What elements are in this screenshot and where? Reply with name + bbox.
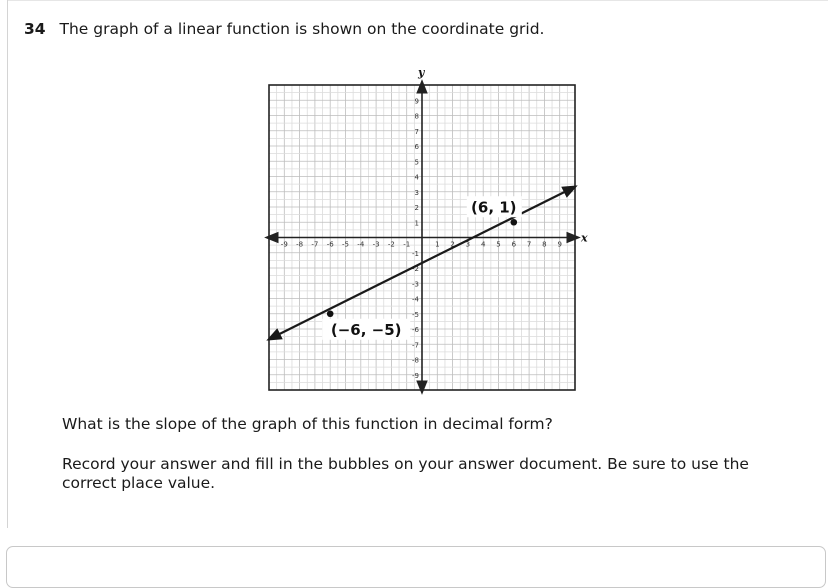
data-point [511, 219, 518, 226]
y-tick-label: -9 [412, 371, 419, 380]
x-tick-label: 3 [465, 240, 471, 249]
y-tick-label: 1 [414, 219, 419, 228]
question-stem: The graph of a linear function is shown on the coordinate grid. [59, 20, 545, 38]
x-tick-label: -6 [326, 240, 334, 249]
x-tick-label: 7 [526, 240, 532, 249]
y-tick-label: -7 [412, 341, 419, 350]
x-tick-label: -9 [280, 240, 288, 249]
y-tick-label: -6 [412, 326, 419, 334]
x-tick-label: -2 [387, 240, 395, 249]
y-tick-label: 6 [414, 143, 419, 151]
y-tick-label: 5 [414, 158, 419, 167]
y-tick-label: 2 [414, 204, 419, 212]
x-tick-label: 9 [557, 240, 562, 249]
y-tick-label: 7 [414, 127, 419, 136]
question-number: 34 [24, 20, 46, 38]
y-tick-label: 4 [414, 173, 419, 182]
question-prompt: What is the slope of the graph of this function in decimal form? [62, 415, 553, 433]
x-tick-label: 8 [542, 240, 547, 249]
point-label: (−6, −5) [330, 320, 402, 339]
y-axis-label: y [418, 66, 425, 79]
x-tick-label: 4 [480, 240, 486, 249]
y-tick-label: -5 [412, 310, 419, 319]
y-tick-label: -2 [412, 265, 419, 273]
data-point [327, 310, 334, 317]
x-tick-label: 1 [435, 240, 440, 249]
x-tick-label: 2 [450, 240, 455, 249]
answer-instructions: Record your answer and fill in the bubbles on your answer document. Be sure to use the correct place value. [62, 455, 749, 492]
x-tick-label: 5 [496, 240, 501, 249]
y-tick-label: -1 [412, 249, 419, 258]
x-tick-label: -7 [311, 240, 319, 249]
y-tick-label: 3 [414, 188, 419, 197]
x-tick-label: -4 [357, 240, 365, 249]
x-axis-label: x [581, 231, 588, 245]
y-tick-label: -8 [412, 356, 419, 365]
answer-panel[interactable] [6, 546, 826, 588]
x-tick-label: -1 [403, 240, 411, 249]
y-tick-label: -3 [412, 280, 419, 289]
point-label: (6, 1) [471, 198, 517, 217]
x-tick-label: -8 [296, 240, 304, 249]
x-tick-label: 6 [511, 240, 517, 249]
y-tick-label: 8 [414, 112, 419, 121]
y-tick-label: -4 [412, 295, 419, 304]
x-tick-label: -3 [372, 240, 380, 249]
x-tick-label: -5 [342, 240, 349, 249]
y-tick-label: 9 [414, 97, 419, 106]
